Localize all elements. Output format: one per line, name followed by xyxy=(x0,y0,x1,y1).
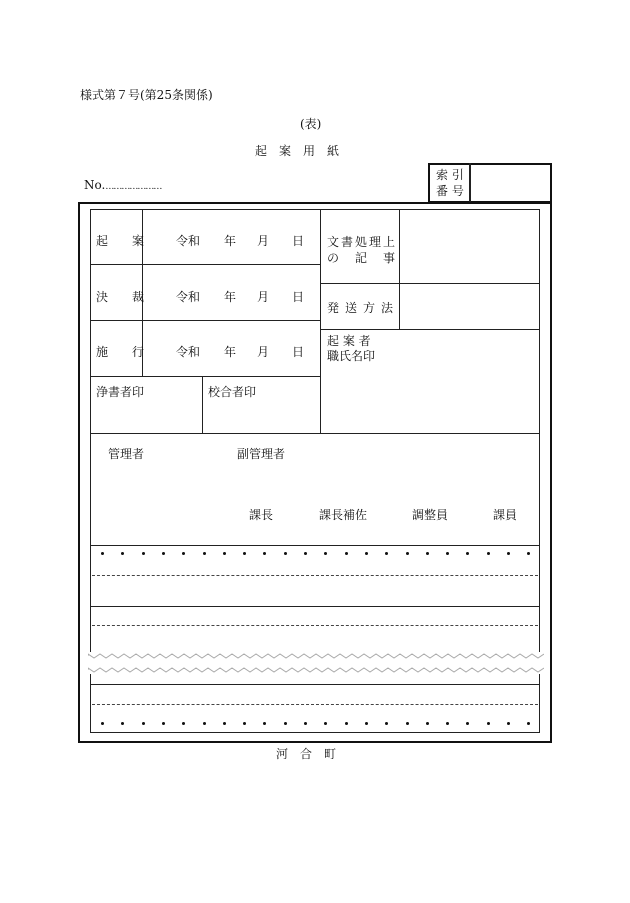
drafter-line1: 起 案 者 xyxy=(327,334,371,348)
day-label: 日 xyxy=(292,290,305,304)
index-number-input[interactable] xyxy=(472,166,550,200)
month-label: 月 xyxy=(257,290,270,304)
document-notes-input[interactable] xyxy=(400,210,539,282)
index-label-line2: 番 号 xyxy=(436,184,464,198)
issuer-name: 河 合 町 xyxy=(276,747,337,761)
assistant-chief-label: 課長補佐 xyxy=(319,508,368,522)
year-label: 年 xyxy=(224,234,237,248)
right-row-divider-2 xyxy=(320,329,540,330)
shipping-method-input[interactable] xyxy=(400,284,539,328)
kian-label: 起 案 xyxy=(96,234,145,248)
staff-label: 課員 xyxy=(493,508,518,522)
era-reiwa: 令和 xyxy=(176,345,201,359)
year-label: 年 xyxy=(224,345,237,359)
row-divider-3 xyxy=(90,376,321,377)
stamp-divider xyxy=(202,376,203,434)
index-divider xyxy=(469,163,471,203)
center-divider xyxy=(320,209,321,434)
number-dots: ………………… xyxy=(105,182,162,192)
index-number-label xyxy=(436,167,464,199)
drafter-line2: 職氏名印 xyxy=(327,349,376,363)
document-notes-label xyxy=(327,234,397,266)
index-label-line1: 索 引 xyxy=(436,168,464,182)
coordinator-label: 調整員 xyxy=(412,508,449,522)
proofreader-stamp-label: 校合者印 xyxy=(208,385,257,399)
drafter-label xyxy=(327,334,375,364)
row-divider-1 xyxy=(90,264,321,265)
day-label: 日 xyxy=(292,345,305,359)
document-notes-line2: の 記 事 xyxy=(327,251,398,265)
number-label: No. xyxy=(84,178,106,192)
deputy-manager-label: 副管理者 xyxy=(237,447,286,461)
section-chief-label: 課長 xyxy=(249,508,274,522)
shipping-method-label: 発送方法 xyxy=(327,301,400,315)
day-label: 日 xyxy=(292,234,305,248)
month-label: 月 xyxy=(257,234,270,248)
section-divider xyxy=(90,433,540,434)
number-field[interactable] xyxy=(84,178,161,192)
body-writing-area[interactable] xyxy=(92,546,538,732)
era-reiwa: 令和 xyxy=(176,290,201,304)
document-notes-line1: 文書処理上 xyxy=(327,235,398,249)
fair-copy-stamp-label: 浄書者印 xyxy=(96,385,145,399)
row-divider-2 xyxy=(90,320,321,321)
month-label: 月 xyxy=(257,345,270,359)
kessai-label: 決 裁 xyxy=(96,290,145,304)
shiko-label: 施 行 xyxy=(96,345,145,359)
form-number: 様式第７号(第25条関係) xyxy=(80,88,213,102)
document-title: 起 案 用 紙 xyxy=(255,144,340,158)
year-label: 年 xyxy=(224,290,237,304)
side-label: (表) xyxy=(300,117,322,131)
era-reiwa: 令和 xyxy=(176,234,201,248)
manager-label: 管理者 xyxy=(108,447,145,461)
